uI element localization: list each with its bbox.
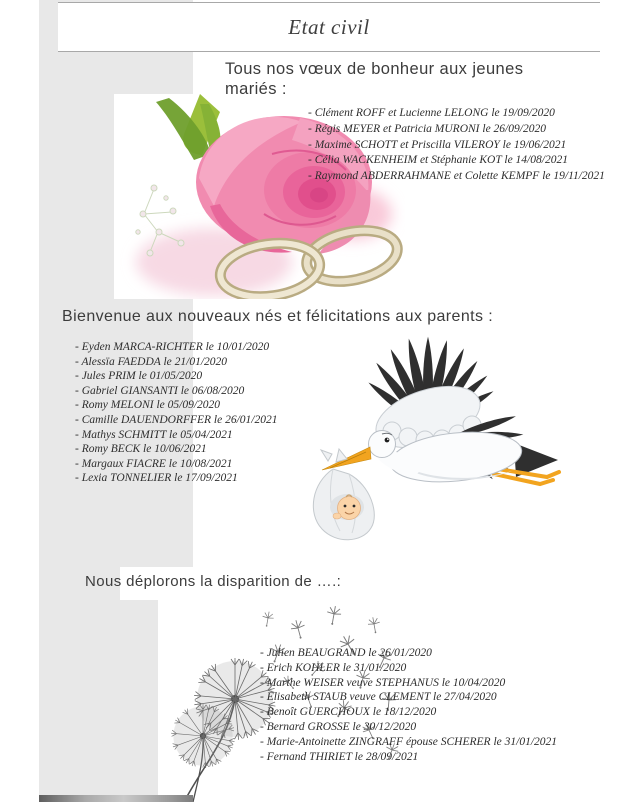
deaths-list (260, 646, 620, 764)
births-heading: Bienvenue aux nouveaux nés et félicitations aux parents : (62, 308, 494, 325)
list-item: - Fernand THIRIET le 28/09/2021 (260, 750, 419, 763)
marriages-list (308, 106, 638, 185)
list-item: - Régis MEYER et Patricia MURONI le 26/09/2020 (308, 122, 546, 135)
list-item: - Maxime SCHOTT et Priscilla VILEROY le 19/06/2021 (308, 138, 567, 151)
list-item: - Gabriel GIANSANTI le 06/08/2020 (75, 384, 245, 397)
footer-metallic-bar (39, 795, 193, 802)
stork-carrying-baby-icon (300, 333, 565, 555)
page-title: Etat civil (288, 14, 370, 39)
stork-image-box (300, 333, 565, 555)
list-item: - Julien BEAUGRAND le 26/01/2020 (260, 647, 432, 659)
list-item: - Margaux FIACRE le 10/08/2021 (75, 457, 233, 470)
list-item: - Jules PRIM le 01/05/2020 (75, 370, 203, 383)
marriages-heading-line2: mariés : (225, 79, 287, 98)
births-list (75, 340, 335, 486)
list-item: - Mathys SCHMITT le 05/04/2021 (75, 428, 233, 441)
list-item: - Marie-Antoinette ZINGRAFF épouse SCHERER le 31/01/2021 (260, 735, 558, 748)
deaths-heading: Nous déplorons la disparition de ….: (85, 573, 342, 590)
list-item: - Eyden MARCA-RICHTER le 10/01/2020 (75, 341, 270, 353)
list-item: - Raymond ABDERRAHMANE et Colette KEMPF le 19/11/2021 (308, 170, 605, 183)
list-item: - Bernard GROSSE le 30/12/2020 (260, 720, 417, 733)
marriages-heading-line1: Tous nos vœux de bonheur aux jeunes (225, 60, 524, 78)
page-title-box (58, 2, 600, 52)
list-item: - Erich KOHLER le 31/01/2020 (260, 661, 407, 674)
list-item: - Marthe WEISER veuve STEPHANUS le 10/04/2020 (260, 676, 506, 689)
list-item: - Alessïa FAEDDA le 21/01/2020 (75, 355, 228, 368)
list-item: - Romy BECK le 10/06/2021 (75, 443, 207, 456)
list-item: - Camille DAUENDORFFER le 26/01/2021 (75, 413, 278, 426)
list-item: - Benoît GUERCHOUX le 18/12/2020 (260, 706, 437, 719)
list-item: - Lexia TONNELIER le 17/09/2021 (75, 472, 238, 485)
list-item: - Romy MELONI le 05/09/2020 (75, 399, 221, 412)
marriages-heading (225, 60, 545, 99)
list-item: - Elisabeth STAUB veuve CLEMENT le 27/04/2020 (260, 691, 497, 704)
list-item: - Clément ROFF et Lucienne LELONG le 19/09/2020 (308, 107, 555, 119)
list-item: - Célia WACKENHEIM et Stéphanie KOT le 14/08/2021 (308, 154, 568, 167)
